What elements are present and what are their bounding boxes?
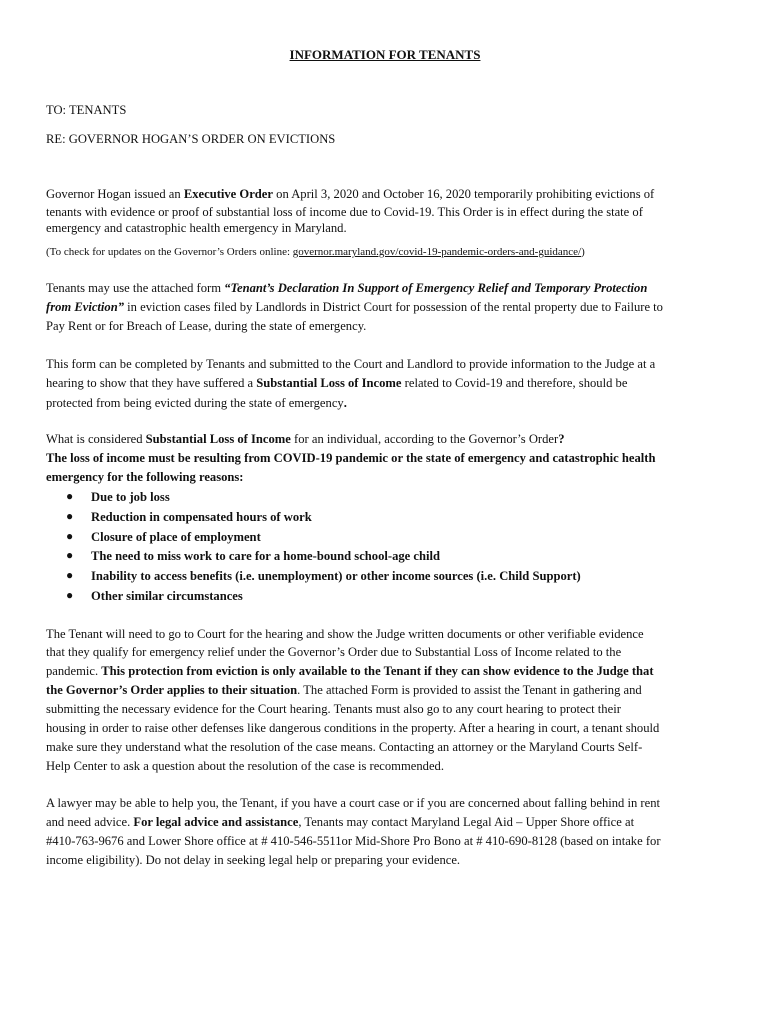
bullet-icon: ● <box>66 529 74 543</box>
protection-statement: This protection from eviction is only available to the Tenant if they can show evidence to the Judge that <box>101 664 654 678</box>
re-line: RE: GOVERNOR HOGAN’S ORDER ON EVICTIONS <box>46 132 336 146</box>
p6-line-3: #410-763-9676 and Lower Shore office at # 410-546-5511or Mid-Shore Pro Bono at # 410-690-8128 (based on intake for <box>46 834 661 848</box>
p5-line-2: that they qualify for emergency relief under the Governor’s Order due to Substantial Loss of Income related to the <box>46 645 622 659</box>
p5-line-3 <box>46 663 654 680</box>
p5-line-5: submitting the necessary evidence for the Court hearing. Tenants must also go to any court hearing to protect their <box>46 702 621 716</box>
question-mark: ? <box>558 432 565 446</box>
substantial-loss-term-2: Substantial Loss of Income <box>145 432 291 446</box>
p5-line-4 <box>46 682 642 699</box>
p3-line-3 <box>46 395 347 412</box>
p3-text-cont: related to Covid-19 and therefore, should be <box>401 376 628 390</box>
p3-period: . <box>343 396 347 410</box>
updates-prefix: (To check for updates on the Governor’s Orders online: <box>46 246 293 258</box>
p1-line-1 <box>46 186 654 203</box>
legal-advice-term: For legal advice and assistance <box>133 815 299 829</box>
p5-text: pandemic. <box>46 664 102 678</box>
bullet-icon: ● <box>66 548 74 562</box>
p5-line-8: Help Center to ask a question about the resolution of the case is recommended. <box>46 759 444 773</box>
p2-text-cont: in eviction cases filed by Landlords in District Court for possession of the rental property due to Failure to <box>124 300 663 314</box>
p1-line-3: emergency and catastrophic health emergency in Maryland. <box>46 221 347 235</box>
list-item: Closure of place of employment <box>91 530 261 544</box>
p5-line-6: housing in order to raise other defenses like dangerous conditions in the property. After a hearing in court, a tenant should <box>46 721 660 735</box>
bullet-icon: ● <box>66 509 74 523</box>
list-item: Due to job loss <box>91 490 170 504</box>
form-title-cont: from Eviction” <box>46 300 125 314</box>
to-line: TO: TENANTS <box>46 103 127 117</box>
updates-suffix: ) <box>581 246 585 258</box>
list-item: Inability to access benefits (i.e. unemployment) or other income sources (i.e. Child Support) <box>91 569 581 583</box>
p4-bold-line-2: emergency for the following reasons: <box>46 470 244 484</box>
p2-text: Tenants may use the attached form <box>46 281 225 295</box>
p4-text: What is considered <box>46 432 146 446</box>
p1-text-cont: on April 3, 2020 and October 16, 2020 temporarily prohibiting evictions of <box>273 187 655 201</box>
p6-text-cont: , Tenants may contact Maryland Legal Aid – Upper Shore office at <box>298 815 635 829</box>
list-item: Other similar circumstances <box>91 589 243 603</box>
p4-question <box>46 431 565 448</box>
p4-text-cont: for an individual, according to the Governor’s Order <box>290 432 559 446</box>
p3-line-2 <box>46 375 627 392</box>
p3-text: hearing to show that they have suffered a <box>46 376 257 390</box>
bullet-icon: ● <box>66 489 74 503</box>
protection-statement-cont: the Governor’s Order applies to their situation <box>46 683 298 697</box>
p6-line-1: A lawyer may be able to help you, the Tenant, if you have a court case or if you are concerned about falling behind in rent <box>46 796 661 810</box>
list-item: The need to miss work to care for a home-bound school-age child <box>91 549 441 563</box>
list-item: Reduction in compensated hours of work <box>91 510 312 524</box>
p3-line-1: This form can be completed by Tenants and submitted to the Court and Landlord to provide information to the Judge at a <box>46 357 656 371</box>
p3-text-end: protected from being evicted during the state of emergency <box>46 396 344 410</box>
substantial-loss-term: Substantial Loss of Income <box>256 376 402 390</box>
updates-note <box>46 244 585 261</box>
p5-line-1: The Tenant will need to go to Court for the hearing and show the Judge written documents or other verifiable evidence <box>46 627 644 641</box>
p2-line-3: Pay Rent or for Breach of Lease, during the state of emergency. <box>46 319 367 333</box>
form-title: “Tenant’s Declaration In Support of Emergency Relief and Temporary Protection <box>224 281 648 295</box>
bullet-icon: ● <box>66 588 74 602</box>
p2-line-1 <box>46 280 647 297</box>
p6-line-4: income eligibility). Do not delay in seeking legal help or preparing your evidence. <box>46 853 461 867</box>
document-title: INFORMATION FOR TENANTS <box>289 47 481 62</box>
p2-line-2 <box>46 299 663 316</box>
p4-bold-line-1: The loss of income must be resulting from COVID-19 pandemic or the state of emergency and catastrophic health <box>46 451 656 465</box>
p1-line-2: tenants with evidence or proof of substantial loss of income due to Covid-19. This Order is in effect during the state of <box>46 205 643 219</box>
executive-order-term: Executive Order <box>183 187 273 201</box>
p6-text: and need advice. <box>46 815 134 829</box>
bullet-icon: ● <box>66 568 74 582</box>
p1-text: Governor Hogan issued an <box>46 187 184 201</box>
p5-text-cont: . The attached Form is provided to assist the Tenant in gathering and <box>297 683 642 697</box>
governor-orders-link[interactable]: governor.maryland.gov/covid-19-pandemic-orders-and-guidance/ <box>292 246 582 258</box>
p5-line-7: make sure they understand what the resolution of the case means. Contacting an attorney or the Maryland Courts Self- <box>46 740 643 754</box>
p6-line-2 <box>46 814 634 831</box>
